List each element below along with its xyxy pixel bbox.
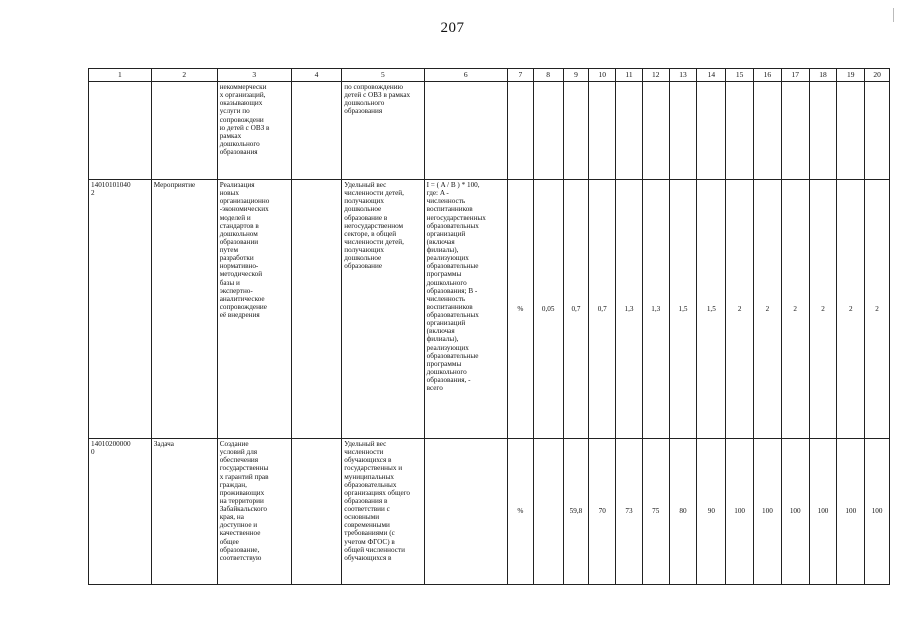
column-number: 4 — [291, 69, 341, 82]
cell-value — [865, 82, 890, 180]
cell-value: 0,7 — [563, 180, 589, 439]
cell-value: 100 — [726, 439, 754, 585]
column-number: 6 — [424, 69, 507, 82]
cell-value: 100 — [781, 439, 809, 585]
cell-col4 — [291, 82, 341, 180]
cell-type: Задача — [151, 439, 217, 585]
cell-value: 90 — [697, 439, 726, 585]
cell-value: 2 — [781, 180, 809, 439]
column-number: 18 — [809, 69, 837, 82]
scan-edge-mark — [893, 8, 894, 22]
column-number: 13 — [669, 69, 697, 82]
cell-indicator: по сопровождению детей с ОВЗ в рамках дошкольного образования — [342, 82, 424, 180]
cell-value — [781, 82, 809, 180]
column-number: 3 — [217, 69, 291, 82]
cell-name: Реализация новых организационно -экономических моделей и стандартов в дошкольном образовании путем разработки нормативно- методической базы и экспертно- аналитическое сопровождение её внедрения — [217, 180, 291, 439]
cell-value: 2 — [809, 180, 837, 439]
cell-value — [837, 82, 865, 180]
page-number: 207 — [440, 20, 465, 36]
column-number: 14 — [697, 69, 726, 82]
column-number-row — [89, 69, 890, 82]
column-number: 16 — [754, 69, 782, 82]
cell-name: некоммерчески х организаций, оказывающих услуги по сопровождени ю детей с ОВЗ в рамках дошкольного образования — [217, 82, 291, 180]
cell-value: 2 — [865, 180, 890, 439]
cell-indicator: Удельный вес численности детей, получающих дошкольное образование в негосударственном секторе, в общей численности детей, получающих дошкольное образование — [342, 180, 424, 439]
cell-value: 0,7 — [589, 180, 616, 439]
cell-value: 73 — [616, 439, 643, 585]
cell-value: 75 — [642, 439, 669, 585]
cell-col4 — [291, 180, 341, 439]
cell-type — [151, 82, 217, 180]
column-number: 15 — [726, 69, 754, 82]
cell-value: 0,05 — [533, 180, 563, 439]
cell-code — [89, 82, 152, 180]
cell-value: 100 — [865, 439, 890, 585]
cell-value — [726, 82, 754, 180]
cell-value: 1,5 — [697, 180, 726, 439]
cell-value: 2 — [754, 180, 782, 439]
column-number: 7 — [508, 69, 534, 82]
table-row — [89, 439, 890, 585]
cell-value — [616, 82, 643, 180]
cell-value — [533, 82, 563, 180]
cell-value: 1,5 — [669, 180, 697, 439]
cell-formula — [424, 439, 507, 585]
cell-value — [642, 82, 669, 180]
cell-name: Создание условий для обеспечения государственны х гарантий прав граждан, проживающих на территории Забайкальского края, на доступное и качественное общее образование, соответствую — [217, 439, 291, 585]
cell-indicator: Удельный вес численности обучающихся в государственных и муниципальных образовательных организациях общего образования в соответствии с основными современными требованиями (с учетом ФГОС) в общей численности обучающихся в — [342, 439, 424, 585]
cell-type: Мероприятие — [151, 180, 217, 439]
column-number: 17 — [781, 69, 809, 82]
cell-value — [533, 439, 563, 585]
column-number: 20 — [865, 69, 890, 82]
cell-code: 14010200000 0 — [89, 439, 152, 585]
cell-value — [589, 82, 616, 180]
cell-value — [754, 82, 782, 180]
cell-value: 100 — [837, 439, 865, 585]
column-number: 5 — [342, 69, 424, 82]
column-number: 1 — [89, 69, 152, 82]
cell-value: 2 — [837, 180, 865, 439]
table-body — [89, 69, 890, 585]
cell-formula: I = ( A / B ) * 100, где: A - численность воспитанников негосударственных образовательных организаций (включая филиалы), реализующих образовательные программы дошкольного образования; B - численность воспитанников образовательных организаций (включая филиалы), реализующих образовательные программы дошкольного образования, - всего — [424, 180, 507, 439]
cell-value: 2 — [726, 180, 754, 439]
cell-col4 — [291, 439, 341, 585]
cell-value: 1,3 — [616, 180, 643, 439]
column-number: 2 — [151, 69, 217, 82]
column-number: 8 — [533, 69, 563, 82]
cell-value: 80 — [669, 439, 697, 585]
column-number: 9 — [563, 69, 589, 82]
cell-formula — [424, 82, 507, 180]
table-row — [89, 180, 890, 439]
cell-value: 70 — [589, 439, 616, 585]
cell-value: 100 — [754, 439, 782, 585]
column-number: 10 — [589, 69, 616, 82]
column-number: 19 — [837, 69, 865, 82]
indicators-table — [88, 68, 890, 585]
cell-value — [563, 82, 589, 180]
cell-unit: % — [508, 439, 534, 585]
cell-value — [669, 82, 697, 180]
table-row — [89, 82, 890, 180]
cell-value — [809, 82, 837, 180]
cell-value: 59,8 — [563, 439, 589, 585]
column-number: 11 — [616, 69, 643, 82]
cell-value — [697, 82, 726, 180]
column-number: 12 — [642, 69, 669, 82]
cell-value: 1,3 — [642, 180, 669, 439]
cell-code: 14010101040 2 — [89, 180, 152, 439]
cell-unit: % — [508, 180, 534, 439]
cell-value: 100 — [809, 439, 837, 585]
cell-unit — [508, 82, 534, 180]
